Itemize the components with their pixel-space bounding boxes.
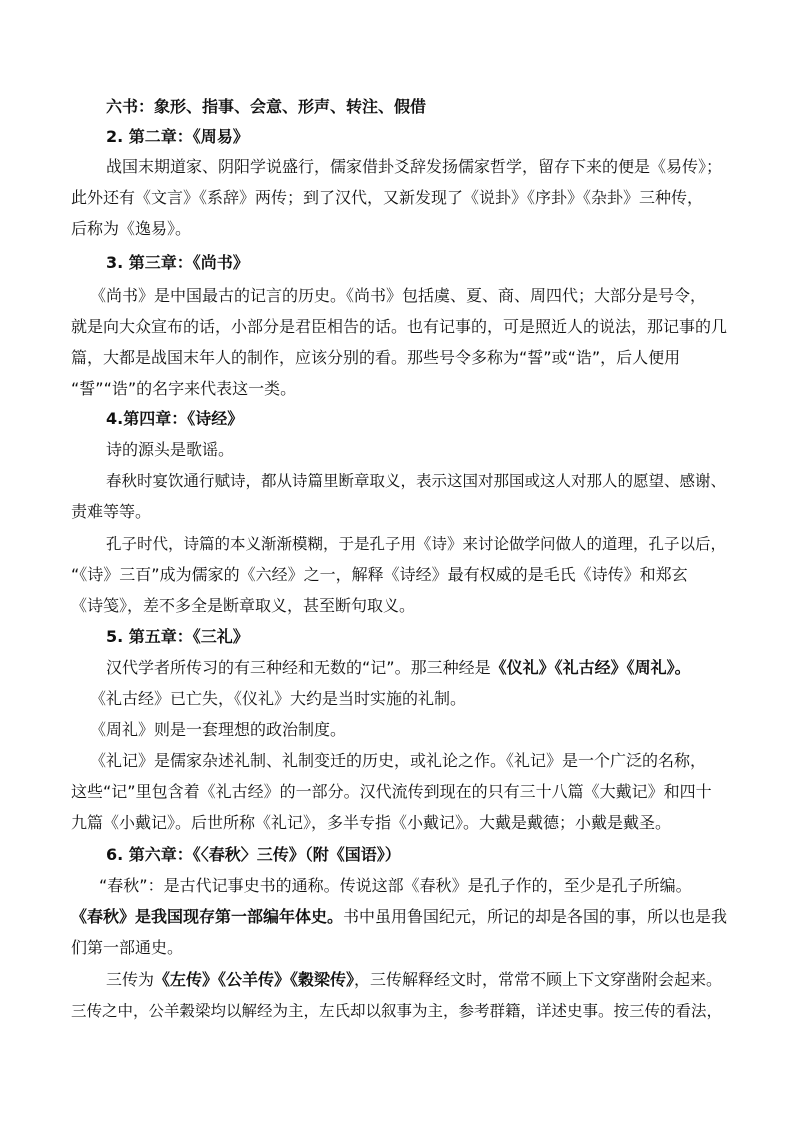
chapter-4-line-1: 诗的源头是歌谣。 — [106, 440, 235, 459]
liushu-content: 象形、指事、会意、形声、转注、假借 — [154, 97, 427, 116]
chapter-3-line-2: 就是向大众宣布的话，小部分是君臣相告的话。也有记事的，可是照近人的说法，那记事的几 — [71, 317, 728, 336]
chapter-5-line-4: 《礼记》是儒家杂述礼制、礼制变迁的历史，或礼论之作。《礼记》是一个广泛的名称， — [90, 751, 707, 770]
chapter-3-line-4: “誓”“诰”的名字来代表这一类。 — [71, 379, 297, 398]
chapter-6-line-2-bold: 《春秋》是我国现存第一部编年体史。 — [71, 907, 344, 926]
chapter-6-line-4-bold: 《左传》《公羊传》《穀梁传》 — [154, 970, 355, 989]
chapter-3-line-1: 《尚书》是中国最古的记言的历史。《尚书》包括虞、夏、商、周四代；大部分是号令， — [90, 286, 707, 305]
chapter-5-line-1-bold: 《仪礼》《礼古经》《周礼》。 — [490, 658, 691, 677]
chapter-5-heading: 5. 第五章：《三礼》 — [106, 627, 249, 646]
chapter-4-line-5: “《诗》三百”成为儒家的《六经》之一，解释《诗经》最有权威的是毛氏《诗传》和郑玄 — [71, 565, 688, 584]
chapter-5-line-1-text: 汉代学者所传习的有三种经和无数的“记”。那三种经是 — [106, 658, 491, 677]
chapter-5-line-5: 这些“记”里包含着《礼古经》的一部分。汉代流传到现在的只有三十八篇《大戴记》和四十 — [71, 782, 712, 801]
chapter-5-line-6: 九篇《小戴记》。后世所称《礼记》，多半专指《小戴记》。大戴是戴德；小戴是戴圣。 — [71, 813, 672, 832]
liushu-label: 六书： — [106, 97, 155, 116]
chapter-4-heading: 4.第四章：《诗经》 — [106, 409, 244, 428]
chapter-4-line-2: 春秋时宴饮通行赋诗，都从诗篇里断章取义，表示这国对那国或这人对那人的愿望、感谢、 — [106, 472, 727, 490]
chapter-6-line-2-text: 书中虽用鲁国纪元，所记的却是各国的事，所以也是我 — [343, 907, 728, 926]
chapter-5-line-2: 《礼古经》已亡失，《仪礼》大约是当时实施的礼制。 — [90, 689, 467, 708]
chapter-6-line-2 — [71, 905, 727, 929]
chapter-6-line-1: “春秋”：是古代记事史书的通称。传说这部《春秋》是孔子作的，至少是孔子所编。 — [99, 876, 692, 895]
chapter-4-line-3: 责难等等。 — [71, 502, 152, 521]
chapter-6-line-3: 们第一部通史。 — [71, 938, 184, 957]
chapter-6-line-5: 三传之中，公羊穀梁均以解经为主，左氏却以叙事为主，参考群籍，详述史事。按三传的看法， — [71, 1002, 723, 1020]
chapter-2-line-3: 后称为《逸易》。 — [71, 219, 192, 238]
chapter-2-line-1: 战国末期道家、阴阳学说盛行，儒家借卦爻辞发扬儒家哲学，留存下来的便是《易传》； — [106, 157, 723, 176]
chapter-4-line-6: 《诗笺》，差不多全是断章取义，甚至断句取义。 — [71, 596, 416, 615]
chapter-3-heading: 3. 第三章：《尚书》 — [106, 253, 249, 272]
chapter-6-heading: 6. 第六章：《〈春秋〉三传》（附《国语》） — [106, 845, 401, 864]
chapter-4-line-4: 孔子时代，诗篇的本义渐渐模糊，于是孔子用《诗》来讨论做学问做人的道理，孔子以后， — [106, 535, 727, 553]
chapter-3-line-3: 篇，大都是战国末年人的制作，应该分别的看。那些号令多称为“誓”或“诰”，后人便用 — [71, 348, 681, 367]
liushu-line — [106, 95, 426, 119]
chapter-6-line-4-prefix: 三传为 — [106, 970, 155, 989]
chapter-5-line-3: 《周礼》则是一套理想的政治制度。 — [90, 720, 347, 739]
chapter-2-line-2: 此外还有《文言》《系辞》两传；到了汉代，又新发现了《说卦》《序卦》《杂卦》三种传， — [71, 188, 704, 207]
chapter-6-line-4-suffix: ，三传解释经文时，常常不顾上下文穿凿附会起来。 — [354, 970, 723, 989]
chapter-5-line-1 — [106, 656, 691, 680]
chapter-6-line-4 — [106, 968, 722, 992]
chapter-2-heading: 2. 第二章：《周易》 — [106, 127, 249, 146]
